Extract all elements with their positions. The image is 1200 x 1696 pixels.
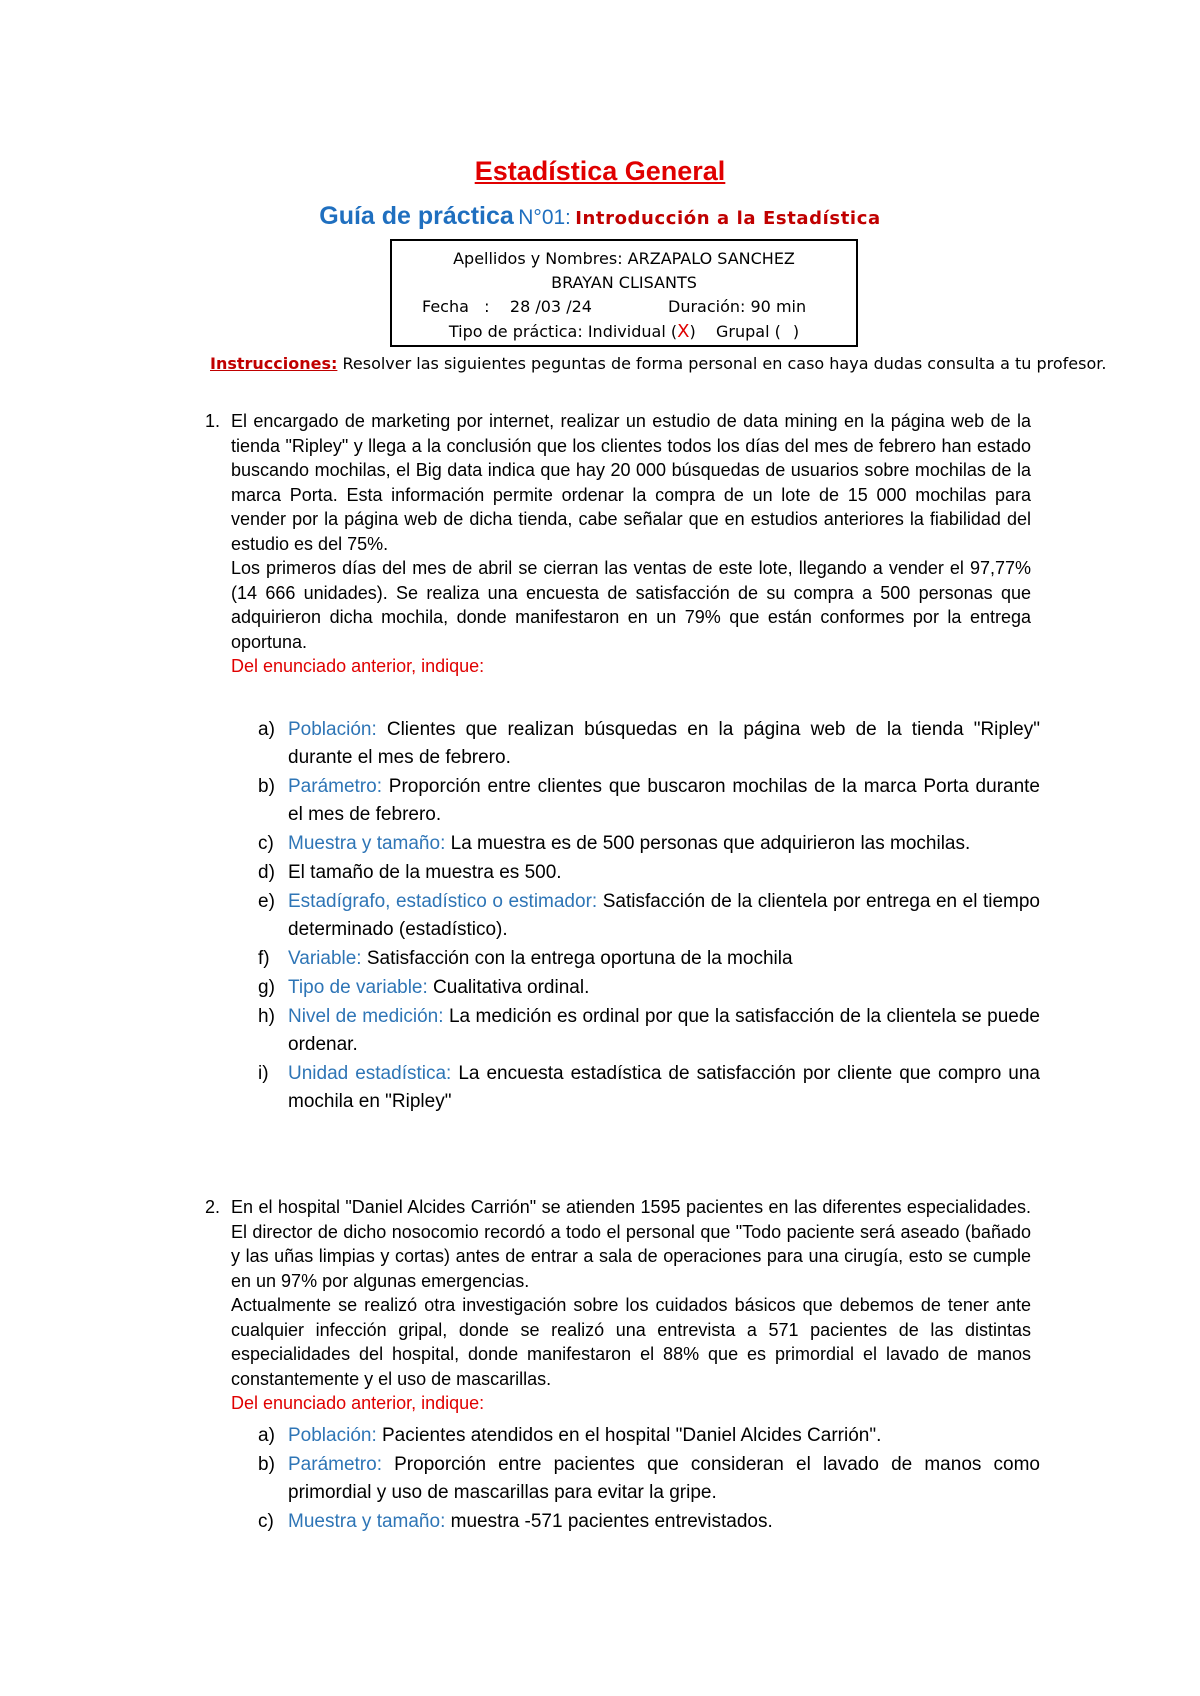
student-names-line1: Apellidos y Nombres: ARZAPALO SANCHEZ: [453, 249, 795, 268]
question-prompt: Del enunciado anterior, indique:: [231, 1393, 485, 1413]
list-item: [258, 1451, 1040, 1507]
list-item: [258, 1003, 1040, 1059]
list-item: [258, 1060, 1040, 1116]
list-item: [258, 888, 1040, 944]
item-text: Cualitativa ordinal.: [427, 977, 590, 998]
item-text: La encuesta estadística de satisfacción por cliente que compro una mochila en "Ripley": [288, 1063, 1041, 1112]
item-letter: h): [258, 1006, 275, 1027]
list-item: [258, 945, 1040, 973]
item-label: Tipo de variable:: [288, 977, 428, 998]
practice-type-end: ): [792, 322, 800, 341]
item-text: Proporción entre pacientes que consideran el lavado de manos como primordial y uso de mascarillas para evitar la gripe.: [288, 1454, 1040, 1503]
item-label: Parámetro:: [288, 1454, 382, 1475]
item-label: Población:: [288, 1425, 377, 1446]
item-letter: b): [258, 776, 275, 797]
item-letter: i): [258, 1063, 269, 1084]
item-letter: a): [258, 1425, 275, 1446]
question-body: [231, 1195, 1031, 1416]
item-text: Pacientes atendidos en el hospital "Daniel Alcides Carrión".: [376, 1425, 882, 1446]
item-letter: f): [258, 948, 270, 969]
item-letter: g): [258, 977, 275, 998]
student-info-box: [390, 239, 858, 347]
item-label: Parámetro:: [288, 776, 382, 797]
guide-label: Guía de práctica: [319, 202, 514, 230]
item-letter: c): [258, 833, 274, 854]
date-field: Fecha : 28 /03 /24: [422, 297, 592, 316]
list-item: [258, 830, 1040, 858]
question-number: 1.: [205, 411, 221, 431]
item-text: La muestra es de 500 personas que adquirieron las mochilas.: [445, 833, 971, 854]
guide-topic: Introducción a la Estadística: [575, 208, 881, 229]
item-text: Satisfacción con la entrega oportuna de la mochila: [361, 948, 793, 969]
instructions-text: Resolver las siguientes peguntas de forma personal en caso haya dudas consulta a tu profesor.: [337, 354, 1107, 373]
instructions: [210, 352, 1130, 376]
answer-list-2: [258, 1422, 1040, 1537]
guide-number: N°01: [518, 206, 566, 229]
duration-field: Duración: 90 min: [668, 297, 807, 316]
item-letter: a): [258, 719, 275, 740]
student-names-line2: BRAYAN CLISANTS: [551, 273, 697, 292]
item-letter: d): [258, 862, 275, 883]
item-letter: b): [258, 1454, 275, 1475]
item-label: Variable:: [288, 948, 362, 969]
practice-type-middle: ) Grupal (: [689, 322, 781, 341]
item-text: La medición es ordinal por que la satisfacción de la clientela se puede ordenar.: [288, 1006, 1040, 1055]
question-paragraph: En el hospital "Daniel Alcides Carrión" se atienden 1595 pacientes en las diferentes especialidades. El director de dicho nosocomio recordó a todo el personal que "Todo paciente será aseado (bañado y las uñas limpias y cortas) antes de entrar a sala de operaciones para una cirugía, esto se cumple en un 97% por algunas emergencias.: [231, 1197, 1031, 1291]
question-paragraph: Los primeros días del mes de abril se cierran las ventas de este lote, llegando a vender el 97,77% (14 666 unidades). Se realiza una encuesta de satisfacción de su compra a 500 personas que adquirieron dicha mochila, donde manifestaron en un 79% que están conformes por la entrega oportuna.: [231, 558, 1031, 652]
question-paragraph: Actualmente se realizó otra investigación sobre los cuidados básicos que debemos de tener ante cualquier infección gripal, donde se realizó una entrevista a 571 pacientes de las distintas especialidades del hospital, donde manifestaron el 88% que es primordial el lavado de manos constantemente y el uso de mascarillas.: [231, 1295, 1031, 1389]
item-label: Estadígrafo, estadístico o estimador:: [288, 891, 598, 912]
item-label: Muestra y tamaño:: [288, 833, 446, 854]
item-text: El tamaño de la muestra es 500.: [288, 862, 562, 883]
list-item: [258, 1422, 1040, 1450]
item-label: Muestra y tamaño:: [288, 1511, 446, 1532]
list-item: [258, 1508, 1040, 1536]
guide-heading: [0, 202, 1200, 231]
item-letter: c): [258, 1511, 274, 1532]
item-text: Satisfacción de la clientela por entrega en el tiempo determinado (estadístico).: [288, 891, 1040, 940]
answer-list-1: [258, 716, 1040, 1117]
item-text: muestra -571 pacientes entrevistados.: [445, 1511, 773, 1532]
item-label: Unidad estadística:: [288, 1063, 452, 1084]
question-number: 2.: [205, 1197, 221, 1217]
instructions-label: Instrucciones:: [210, 354, 338, 373]
item-label: Nivel de medición:: [288, 1006, 444, 1027]
item-letter: e): [258, 891, 275, 912]
list-item: [258, 974, 1040, 1002]
question-prompt: Del enunciado anterior, indique:: [231, 656, 485, 676]
list-item: [258, 773, 1040, 829]
list-item: [258, 859, 1040, 887]
question-body: [231, 409, 1031, 679]
individual-mark: X: [677, 321, 690, 342]
practice-type-label: Tipo de práctica: Individual (: [448, 322, 678, 341]
practice-type-row: [392, 321, 856, 342]
guide-separator: :: [565, 207, 571, 229]
list-item: [258, 716, 1040, 772]
item-text: Clientes que realizan búsquedas en la página web de la tienda "Ripley" durante el mes de febrero.: [288, 719, 1040, 768]
item-text: Proporción entre clientes que buscaron mochilas de la marca Porta durante el mes de febrero.: [288, 776, 1040, 825]
document-title: Estadística General: [474, 156, 726, 186]
question-paragraph: El encargado de marketing por internet, realizar un estudio de data mining en la página web de la tienda "Ripley" y llega a la conclusión que los clientes todos los días del mes de febrero han estado buscando mochilas, el Big data indica que hay 20 000 búsquedas de usuarios sobre mochilas de la marca Porta. Esta información permite ordenar la compra de un lote de 15 000 mochilas para vender por la página web de dicha tienda, cabe señalar que en estudios anteriores la fiabilidad del estudio es del 75%.: [231, 411, 1031, 554]
item-label: Población:: [288, 719, 377, 740]
